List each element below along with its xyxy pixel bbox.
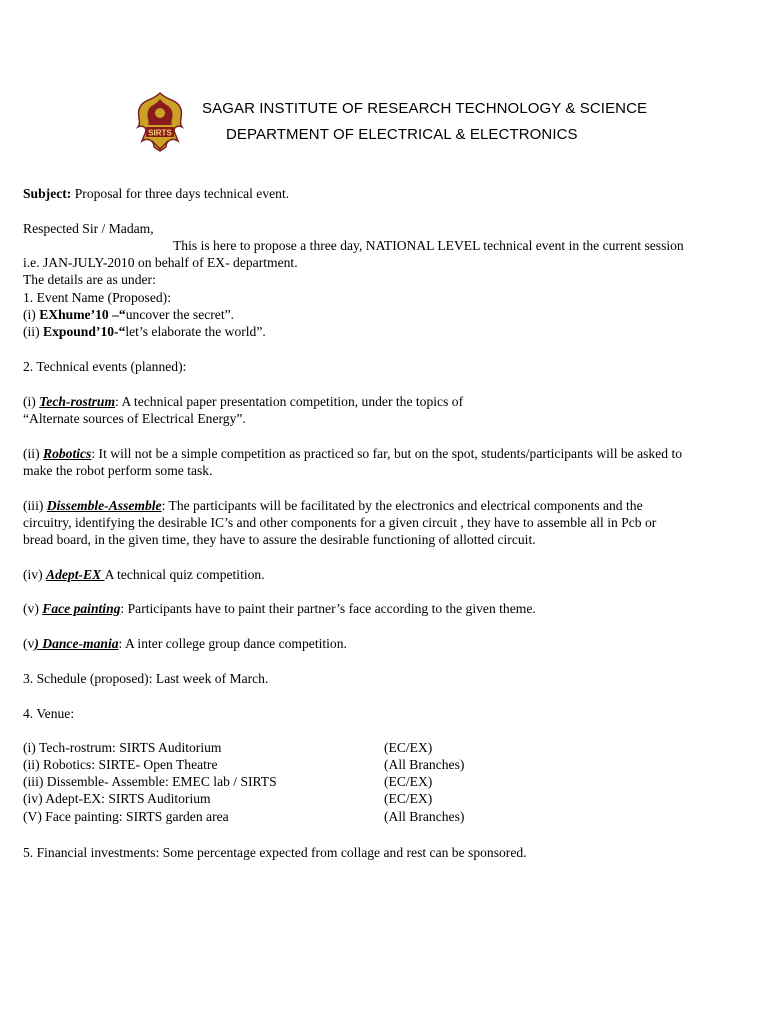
event-title: Robotics bbox=[43, 446, 92, 461]
tech-event-item bbox=[23, 393, 463, 410]
event-title: Tech-rostrum bbox=[39, 394, 116, 409]
event-description: It will not be a simple competition as practiced so far, but on the spot, students/participants will be asked to bbox=[98, 446, 683, 461]
svg-text:SIRTS: SIRTS bbox=[148, 128, 172, 138]
event-title: Face painting bbox=[42, 601, 121, 616]
technical-events-heading: 2. Technical events (planned): bbox=[23, 359, 187, 374]
separator: : bbox=[91, 446, 99, 461]
event-name-item bbox=[23, 306, 234, 323]
event-name-item bbox=[23, 323, 266, 340]
venue-row-place: (iv) Adept-EX: SIRTS Auditorium bbox=[23, 791, 211, 806]
venue-row-branch: (EC/EX) bbox=[384, 740, 433, 755]
institute-name: SAGAR INSTITUTE OF RESEARCH TECHNOLOGY & SCIENCE bbox=[202, 100, 648, 117]
event-description: A inter college group dance competition. bbox=[124, 636, 347, 651]
separator: : bbox=[120, 601, 128, 616]
separator: : bbox=[115, 394, 122, 409]
tech-event-item bbox=[23, 445, 682, 462]
event-title: EXhume’10 –“ bbox=[39, 307, 126, 322]
financial-line: 5. Financial investments: Some percentage expected from collage and rest can be sponsored. bbox=[23, 845, 527, 860]
subject-label: Subject: bbox=[23, 186, 72, 201]
tech-event-item bbox=[23, 497, 643, 514]
item-prefix: (v bbox=[23, 636, 35, 651]
department-name: DEPARTMENT OF ELECTRICAL & ELECTRONICS bbox=[226, 126, 578, 143]
event-title: ) Dance-mania bbox=[34, 636, 119, 651]
event-title: Adept-EX bbox=[46, 567, 105, 582]
venue-row-place: (V) Face painting: SIRTS garden area bbox=[23, 809, 229, 824]
venue-row-place: (i) Tech-rostrum: SIRTS Auditorium bbox=[23, 740, 222, 755]
venue-row-branch: (EC/EX) bbox=[384, 774, 433, 789]
intro-line-3: The details are as under: bbox=[23, 272, 156, 287]
event-description: A technical quiz competition. bbox=[104, 567, 265, 582]
tech-event-item-cont: bread board, in the given time, they have to assure the desirable functioning of allotted circuit. bbox=[23, 532, 536, 547]
tech-event-item-cont: make the robot perform some task. bbox=[23, 463, 213, 478]
event-description: Participants have to paint their partner’s face according to the given theme. bbox=[127, 601, 536, 616]
intro-line-2: i.e. JAN-JULY-2010 on behalf of EX- department. bbox=[23, 255, 298, 270]
event-description: The participants will be facilitated by the electronics and electrical components and the bbox=[168, 498, 643, 513]
separator: : bbox=[161, 498, 169, 513]
event-tagline: uncover the secret”. bbox=[125, 307, 235, 322]
item-prefix: (i) bbox=[23, 394, 40, 409]
tech-event-item bbox=[23, 566, 265, 583]
salutation: Respected Sir / Madam, bbox=[23, 221, 154, 236]
tech-event-item bbox=[23, 600, 536, 617]
event-description: A technical paper presentation competition, under the topics of bbox=[121, 394, 464, 409]
item-prefix: (iii) bbox=[23, 498, 47, 513]
separator: : bbox=[118, 636, 125, 651]
venue-heading: 4. Venue: bbox=[23, 706, 75, 721]
venue-row-place: (ii) Robotics: SIRTE- Open Theatre bbox=[23, 757, 218, 772]
venue-row-branch: (All Branches) bbox=[384, 757, 465, 772]
institute-logo bbox=[132, 91, 188, 153]
schedule-line: 3. Schedule (proposed): Last week of March. bbox=[23, 671, 269, 686]
venue-row-branch: (All Branches) bbox=[384, 809, 465, 824]
intro-line-1: This is here to propose a three day, NATIONAL LEVEL technical event in the current session bbox=[173, 238, 684, 253]
subject-text: Proposal for three days technical event. bbox=[71, 186, 290, 201]
item-prefix: (iv) bbox=[23, 567, 47, 582]
venue-row-branch: (EC/EX) bbox=[384, 791, 433, 806]
venue-row-place: (iii) Dissemble- Assemble: EMEC lab / SIRTS bbox=[23, 774, 277, 789]
tech-event-item-cont: circuitry, identifying the desirable IC’s and other components for a given circuit , they have to assemble all in Pcb or bbox=[23, 515, 657, 530]
event-title: Dissemble-Assemble bbox=[46, 498, 162, 513]
event-title: Expound’10-“ bbox=[43, 324, 126, 339]
subject-line bbox=[23, 185, 289, 202]
item-prefix: (v) bbox=[23, 601, 43, 616]
event-name-heading: 1. Event Name (Proposed): bbox=[23, 290, 171, 305]
tech-event-item-cont: “Alternate sources of Electrical Energy”. bbox=[23, 411, 246, 426]
tech-event-item bbox=[23, 635, 347, 652]
item-prefix: (i) bbox=[23, 307, 40, 322]
item-prefix: (ii) bbox=[23, 324, 44, 339]
item-prefix: (ii) bbox=[23, 446, 44, 461]
event-tagline: let’s elaborate the world”. bbox=[125, 324, 266, 339]
